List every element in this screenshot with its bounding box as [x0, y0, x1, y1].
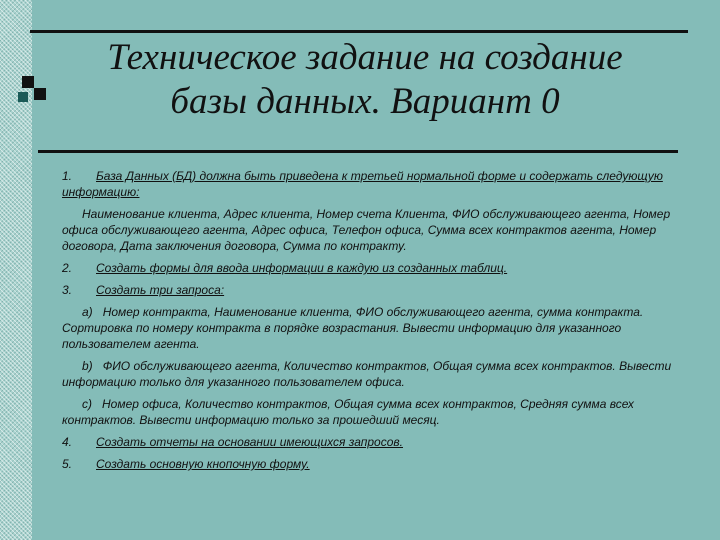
item-text: База Данных (БД) должна быть приведена к третьей нормальной форме и содержать следующую информацию:	[62, 169, 663, 199]
list-item-4	[62, 434, 700, 450]
query-label: b)	[82, 359, 93, 373]
list-item-3	[62, 282, 700, 298]
item-text: Создать отчеты на основании имеющихся запросов.	[96, 435, 403, 449]
title-line-1: Техническое задание на создание	[107, 37, 623, 78]
query-c	[62, 396, 700, 428]
item-number: 5.	[62, 457, 73, 471]
decorative-square	[22, 76, 34, 88]
top-divider	[30, 30, 688, 33]
query-label: c)	[82, 397, 92, 411]
item-1-details: Наименование клиента, Адрес клиента, Номер счета Клиента, ФИО обслуживающего агента, Номер офиса обслуживающего агента, Адрес офиса, Телефон офиса, Сумма всех контрактов агента, Номер договора, Дата заключения договора, Сумма по контракту.	[62, 207, 671, 253]
item-number: 3.	[62, 283, 73, 297]
query-text: Номер офиса, Количество контрактов, Общая сумма всех контрактов, Средняя сумма всех контрактов. Вывести информацию только за прошедший месяц.	[62, 397, 634, 427]
item-number: 2.	[62, 261, 73, 275]
query-a	[62, 304, 700, 352]
query-text: Номер контракта, Наименование клиента, ФИО обслуживающего агента, сумма контракта. Сортировка по номеру контракта в порядке возрастания. Вывести информацию для указанного пользователем агента.	[62, 305, 644, 351]
title-divider	[38, 150, 678, 153]
list-item-5	[62, 456, 700, 472]
query-b	[62, 358, 700, 390]
decorative-square	[18, 92, 28, 102]
slide-title	[40, 36, 690, 124]
item-number: 1.	[62, 169, 73, 183]
query-text: ФИО обслуживающего агента, Количество контрактов, Общая сумма всех контрактов. Вывести информацию только для указанного пользователем офиса.	[62, 359, 672, 389]
title-line-2: базы данных. Вариант 0	[170, 81, 560, 122]
list-item-1	[62, 168, 700, 200]
list-item-2	[62, 260, 700, 276]
item-number: 4.	[62, 435, 73, 449]
query-label: a)	[82, 305, 93, 319]
item-text: Создать три запроса:	[96, 283, 225, 297]
item-text: Создать формы для ввода информации в каждую из созданных таблиц.	[96, 261, 508, 275]
item-text: Создать основную кнопочную форму.	[96, 457, 310, 471]
slide-body	[62, 168, 700, 478]
